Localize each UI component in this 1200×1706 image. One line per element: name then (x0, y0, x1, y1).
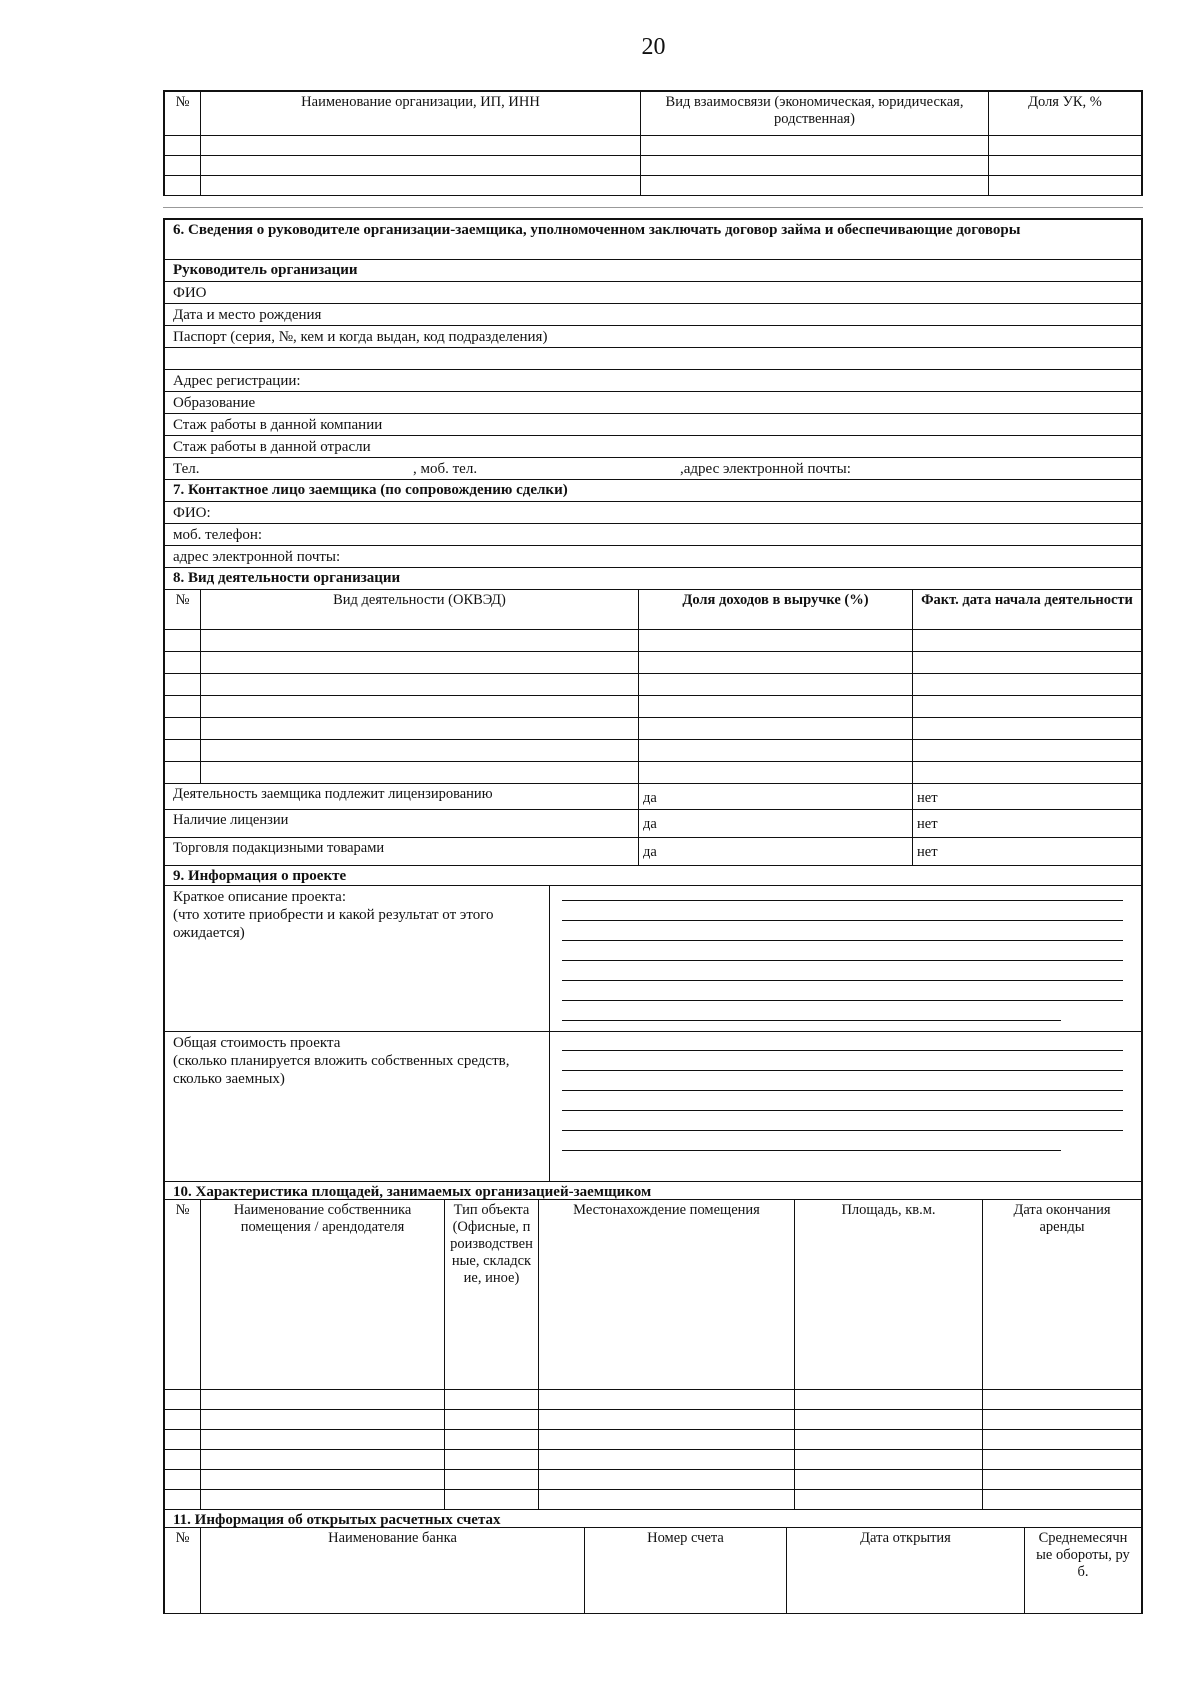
education-field: Образование (163, 392, 1143, 414)
section-7-title: 7. Контактное лицо заемщика (по сопровождению сделки) (163, 480, 1143, 502)
yes-option: да (639, 784, 913, 809)
contacts-row (163, 458, 1143, 480)
table-row (163, 1390, 1143, 1410)
col-owner-header: Наименование собственника помещения / арендодателя (201, 1200, 445, 1389)
cost-lines (550, 1032, 1141, 1181)
table-row (163, 652, 1143, 674)
table-row (163, 1410, 1143, 1430)
col-number-header: № (165, 1528, 201, 1613)
col-org-name-header: Наименование организации, ИП, ИНН (201, 92, 641, 135)
table-header-row (163, 590, 1143, 630)
description-label-cell (165, 886, 550, 1031)
section-8 (163, 568, 1143, 866)
project-description-row (163, 886, 1143, 1032)
no-option: нет (917, 816, 938, 832)
form-sheet (163, 90, 1143, 1614)
col-number-header: № (165, 590, 201, 629)
section-9-title: 9. Информация о проекте (163, 866, 1143, 886)
table-row (163, 1450, 1143, 1470)
col-share-header: Доля УК, % (1028, 94, 1102, 110)
table-header-row (163, 92, 1143, 136)
exp-industry-field: Стаж работы в данной отрасли (163, 436, 1143, 458)
section-10-title: 10. Характеристика площадей, занимаемых организацией-заемщиком (163, 1182, 1143, 1200)
mob-label: , моб. тел. (413, 461, 478, 477)
tel-label: Тел. (173, 461, 200, 477)
section-7 (163, 480, 1143, 568)
table-row (163, 740, 1143, 762)
table-row (163, 1470, 1143, 1490)
section-8-title: 8. Вид деятельности организации (163, 568, 1143, 590)
passport-field: Паспорт (серия, №, кем и когда выдан, код подразделения) (163, 326, 1143, 348)
birth-field: Дата и место рождения (163, 304, 1143, 326)
section-6-title: 6. Сведения о руководителе организации-заемщика, уполномоченном заключать договор займа и обеспечивающие договоры (163, 220, 1143, 260)
col-lease-end-header: Дата окончания аренды (1013, 1202, 1111, 1235)
address-field: Адрес регистрации: (163, 370, 1143, 392)
col-bank-header: Наименование банка (201, 1528, 585, 1613)
col-start-date-header: Факт. дата начала деятельности (921, 592, 1133, 608)
table-row (163, 1430, 1143, 1450)
no-option: нет (917, 790, 938, 806)
table-row (163, 674, 1143, 696)
table-row (163, 156, 1143, 176)
cost-hint: (сколько планируется вложить собственных средств, сколько заемных) (173, 1053, 510, 1087)
description-lines (550, 886, 1141, 1031)
license-label: Наличие лицензии (165, 810, 639, 837)
section-11-title: 11. Информация об открытых расчетных счетах (163, 1510, 1143, 1528)
section-6 (163, 218, 1143, 480)
contact-phone-field: моб. телефон: (163, 524, 1143, 546)
head-label: Руководитель организации (163, 260, 1143, 282)
license-row (163, 810, 1143, 838)
exp-company-field: Стаж работы в данной компании (163, 414, 1143, 436)
yes-option: да (639, 838, 913, 865)
table-row (163, 718, 1143, 740)
page-number: 20 (641, 34, 666, 60)
no-option: нет (917, 844, 938, 860)
table-row (163, 696, 1143, 718)
table-row (163, 762, 1143, 784)
excise-row (163, 838, 1143, 866)
contact-fio-field: ФИО: (163, 502, 1143, 524)
col-open-date-header: Дата открытия (787, 1528, 1025, 1613)
licensing-label: Деятельность заемщика подлежит лицензированию (165, 784, 639, 809)
col-number-header: № (165, 92, 201, 135)
email-label: ,адрес электронной почты: (680, 461, 851, 477)
excise-label: Торговля подакцизными товарами (165, 838, 639, 865)
table-row (163, 1490, 1143, 1510)
licensing-row (163, 784, 1143, 810)
yes-option: да (639, 810, 913, 837)
section-10 (163, 1182, 1143, 1510)
col-relation-header: Вид взаимосвязи (экономическая, юридическая, родственная) (641, 92, 989, 135)
col-location-header: Местонахождение помещения (539, 1200, 795, 1389)
description-hint: (что хотите приобрести и какой результат от этого ожидается) (173, 907, 494, 941)
col-turnover-header: Среднемесячные обороты, руб. (1036, 1530, 1130, 1580)
head-fio-field: ФИО (163, 282, 1143, 304)
spacer (163, 196, 1143, 218)
col-object-type-header: Тип объекта (Офисные, производственные, складские, иное) (445, 1200, 539, 1389)
passport-continuation (163, 348, 1143, 370)
table-row (163, 136, 1143, 156)
col-number-header: № (165, 1200, 201, 1389)
col-area-header: Площадь, кв.м. (795, 1200, 983, 1389)
contact-email-field: адрес электронной почты: (163, 546, 1143, 568)
section-11 (163, 1510, 1143, 1614)
table-row (163, 630, 1143, 652)
col-account-header: Номер счета (585, 1528, 787, 1613)
table-header-row (163, 1528, 1143, 1614)
project-cost-row (163, 1032, 1143, 1182)
cost-label-cell (165, 1032, 550, 1181)
section-9 (163, 866, 1143, 1182)
table-row (163, 176, 1143, 196)
col-income-share-header: Доля доходов в выручке (%) (639, 590, 913, 629)
description-label: Краткое описание проекта: (173, 889, 346, 905)
col-activity-header: Вид деятельности (ОКВЭД) (201, 590, 639, 629)
cost-label: Общая стоимость проекта (173, 1035, 341, 1051)
related-parties-table (163, 90, 1143, 196)
table-header-row (163, 1200, 1143, 1390)
